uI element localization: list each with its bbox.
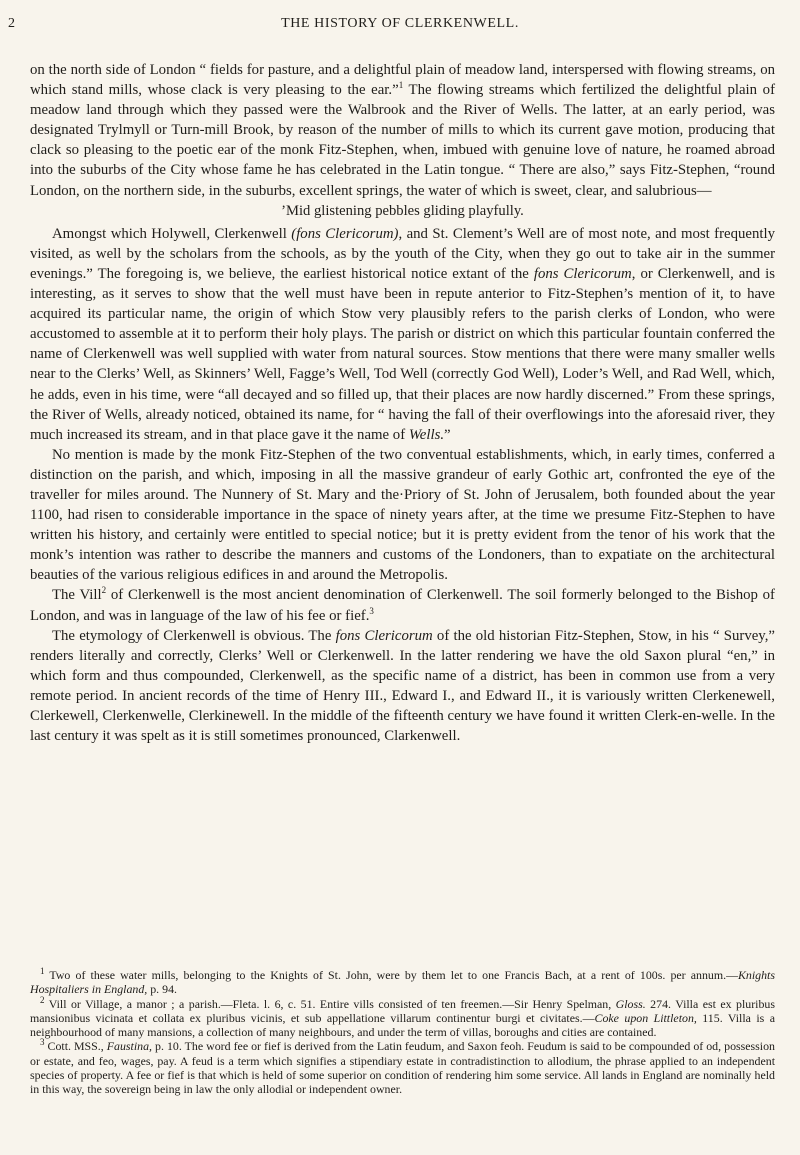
text-span: Cott. MSS., (44, 1039, 107, 1054)
page-number: 2 (8, 16, 15, 31)
paragraph-fields-and-streams (30, 60, 775, 201)
running-title: THE HISTORY OF CLERKENWELL. (281, 16, 519, 31)
footnote-ref-1: 1 (398, 80, 404, 91)
text-span: p. 10. The word fee or fief is derived from the Latin feudum, and Saxon feoh. Feudum is said to be compounded of od, possession or estate, and feo, wages, pay. A feud is a term which signifies a stipendiary estate in contradistinction to allodium, the phrase applied to an independent species of property. A fee or fief is that which is held of some superior on condition of rendering him some service. All lands in England are nominally held in this way, the sovereign being in law the only allodial or independent owner. (30, 1039, 775, 1097)
paragraph-conventual: No mention is made by the monk Fitz-Stephen of the two conventual establishments, which, in early times, conferred a distinction on the parish, and which, imposing in all the massive grandeur of early Gothic art, confronted the eye of the traveller for miles around. The Nunnery of St. Mary and the·Priory of St. John of Jerusalem, both founded about the year 1100, had risen to considerable importance in the space of ninety years after, at the time we presume Fitz-Stephen to have written his history, and certainly were entitled to special notice; but it is pretty evident from the tenor of his work that the monk’s intention was rather to describe the manners and customs of the Londoners, than to expatiate on the architectural beauties of the various religious edifices in and around the Metropolis. (30, 446, 775, 584)
text-span: , or Clerkenwell, and is interesting, as it serves to show that the well must have been in repute anterior to Fitz-Stephen’s mention of it, to have acquired its particular name, the origin of which Stow very plausibly refers to the parish clerks of London, who were accustomed to assemble at it to perform their holy plays. The parish or district on which this particular fountain conferred the name of Clerkenwell was well supplied with water from natural sources. Stow mentions that there were many smaller wells near to the Clerks’ Well, as Skinners’ Well, Fagge’s Well, Tod Well (correctly God Well), Loder’s Well, and Rad Well, which, he adds, even in his time, were “all decayed and so filled up, that their places are now hardly discerned.” From these springs, the River of Wells, already noticed, obtained its name, for “ having the fall of their overflowings into the aforesaid river, they much increased its stream, and in that place gave it the name of (30, 265, 775, 443)
footnote-3 (30, 1039, 775, 1096)
italic-span: Coke upon Littleton, (594, 1010, 697, 1025)
text-span: 274. Villa est ex pluribus mansionibus vicinata et collata ex pluribus vicinis, et sub appellatione villarum continentur burgi et civitates.— (30, 996, 775, 1025)
verse-quote: ’Mid glistening pebbles gliding playfully. (281, 202, 524, 219)
text-span: p. 94. (147, 982, 177, 997)
italic-span: (fons Clericorum) (291, 225, 399, 242)
italic-span: Faustina, (106, 1039, 153, 1054)
italic-span: Knights Hospitaliers in England, (30, 968, 775, 997)
paragraph-holywell (30, 224, 775, 445)
footnote-1 (30, 968, 775, 997)
text-span: Two of these water mills, belonging to the Knights of St. John, were by them let to one Francis Bach, at a rent of 100s. per annum.— (44, 968, 738, 982)
text-span: , and St. Clement’s Well are of most note, and most frequently visited, as well by the scholars from the schools, as by the youth of the City, when they go out to take air in the summer evenings.” The foregoing is, we believe, the earliest historical notice extant of the (30, 225, 775, 282)
italic-span: fons Clericorum (335, 627, 433, 644)
footnote-ref-2: 2 (101, 585, 107, 596)
text-span: The flowing streams which fertilized the delightful plain of meadow land through which they passed were the Walbrook and the River of Wells. The latter, at an early period, was designated Trylmyll or Turn-mill Brook, by reason of the number of mills to which its current gave motion, producing that clack so pleasing to the poetic ear of the monk Fitz-Stephen, when, imbued with genuine love of nature, he roamed abroad into the suburbs of the City whose fame he has celebrated in the Latin tongue. “ There are also,” says Fitz-Stephen, “round London, on the northern side, in the suburbs, excellent springs, the water of which is sweet, clear, and salubrious— (30, 82, 775, 199)
paragraph-etymology (30, 626, 775, 747)
text-span: on the north side of London “ fields for pasture, and a delightful plain of meadow land, interspersed with flowing streams, on which stand mills, whose clack is very pleasing to the ear.” (30, 62, 775, 99)
text-span: of the old historian Fitz-Stephen, Stow, in his “ Survey,” renders literally and correctly, Clerks’ Well or Clerkenwell. In the latter rendering we have the old Saxon plural “en,” in which form and thus compounded, Clerkenwell, as the specific name of a district, has been in common use from a very remote period. In ancient records of the time of Henry III., Edward I., and Edward II., it is variously written Clerkenewell, Clerkewell, Clerkenwelle, Clerkinewell. In the middle of the fifteenth century we have found it written Clerk-en-welle. In the last century it was spelt as it is still sometimes pronounced, Clarkenwell. (30, 627, 776, 745)
text-span: of Clerkenwell is the most ancient denomination of Clerkenwell. The soil formerly belonged to the Bishop of London, and was in language of the law of his fee or fief. (30, 587, 775, 624)
text-span: The Vill (52, 587, 102, 604)
footnote-ref-3: 3 (369, 605, 374, 616)
page-header (8, 16, 792, 38)
italic-span: Wells. (408, 426, 445, 443)
paragraph-vill (30, 585, 775, 625)
footnote-mark: 2 (40, 994, 45, 1005)
text-span: The etymology of Clerkenwell is obvious. The (52, 627, 336, 644)
footnote-mark: 3 (40, 1037, 45, 1048)
text-span: Amongst which Holywell, Clerkenwell (52, 225, 292, 242)
italic-span: Gloss. (615, 996, 646, 1011)
italic-span: fons Clericorum (533, 265, 632, 282)
footnote-2 (30, 994, 776, 1040)
text-span: Vill or Village, a manor ; a parish.—Fleta. l. 6, c. 51. Entire vills consisted of ten freemen.—Sir Henry Spelman, (44, 996, 616, 1011)
footnote-mark: 1 (40, 966, 45, 977)
text-span: ” (444, 426, 451, 443)
body-text (30, 60, 775, 746)
text-span: 115. Villa is a neighbourhood of many mansions, a collection of many neighbours, and under the term of villas, boroughs and cities are contained. (30, 1010, 776, 1040)
footnotes (30, 968, 775, 1097)
